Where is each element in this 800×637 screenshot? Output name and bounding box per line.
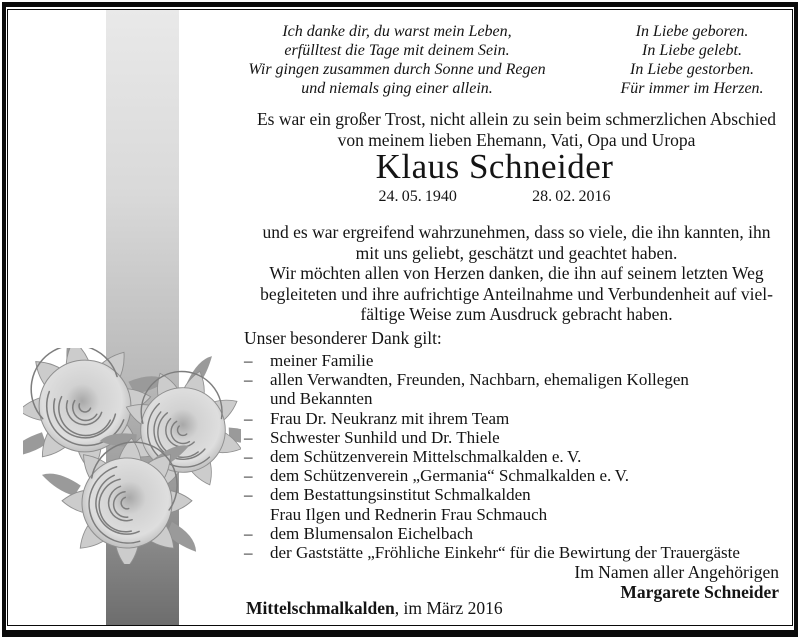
thanks-item: [244, 524, 789, 543]
roses-image: [23, 348, 241, 564]
text-line: Frau Ilgen und Rednerin Frau Schmauch: [270, 504, 548, 524]
thanks-item: [244, 351, 789, 370]
text-line: dem Bestattungsinstitut Schmalkalden: [270, 485, 531, 505]
text-line: fältige Weise zum Ausdruck gebracht haben.: [360, 304, 673, 324]
thanks-item-text: [270, 524, 789, 543]
text-line: allen Verwandten, Freunden, Nachbarn, ehemaligen Kollegen: [270, 370, 689, 390]
birth-date: 24. 05. 1940: [378, 188, 457, 205]
text-line: dem Blumensalon Eichelbach: [270, 523, 473, 543]
main-column: [244, 10, 789, 625]
list-dash: –: [244, 543, 253, 563]
text-line: Schwester Sunhild und Dr. Thiele: [270, 427, 500, 447]
text-line: In Liebe geboren.: [635, 23, 749, 40]
death-date: 28. 02. 2016: [532, 188, 611, 205]
text-line: Es war ein großer Trost, nicht allein zu sein beim schmerzlichen Abschied: [256, 109, 777, 129]
thanks-item: [244, 485, 789, 523]
thanks-list: [244, 351, 789, 562]
thanks-heading: Unser besonderer Dank gilt:: [244, 328, 442, 348]
text-line: In Liebe gestorben.: [630, 61, 754, 78]
life-dates: [379, 188, 611, 206]
list-dash: –: [244, 370, 253, 390]
text-line: Frau Dr. Neukranz mit ihrem Team: [270, 408, 510, 428]
thanks-item-text: [270, 466, 789, 485]
text-line: Wir gingen zusammen durch Sonne und Regen: [248, 61, 546, 78]
text-line: von meinem lieben Ehemann, Vati, Opa und Uropa: [337, 129, 696, 150]
text-line: Wir möchten allen von Herzen danken, die ihn auf seinem letzten Weg: [269, 263, 764, 283]
list-dash: –: [244, 466, 253, 486]
list-dash: –: [244, 351, 253, 370]
text-line: und Bekannten: [270, 389, 373, 409]
text-line: und es war ergreifend wahrzunehmen, dass so viele, die ihn kannten, ihn: [262, 222, 771, 242]
text-line: erfülltest die Tage mit deinem Sein.: [284, 42, 510, 59]
thanks-item: [244, 543, 789, 562]
thanks-item-text: [270, 485, 789, 523]
list-dash: –: [244, 427, 253, 447]
text-line: Für immer im Herzen.: [620, 80, 764, 97]
thanks-item-text: [270, 428, 789, 447]
thanks-item: [244, 370, 789, 408]
thanks-item-text: [270, 447, 789, 466]
text-line: und niemals ging einer allein.: [301, 80, 493, 97]
closing-block: [244, 563, 789, 602]
closing-attribution: Im Namen aller Angehörigen: [574, 562, 779, 582]
content-area: [9, 10, 791, 625]
list-dash: –: [244, 408, 253, 428]
text-line: dem Schützenverein „Germania“ Schmalkalden e. V.: [270, 466, 630, 486]
place-date-line: [246, 598, 503, 618]
thanks-item: [244, 447, 789, 466]
text-line: der Gaststätte „Fröhliche Einkehr“ für die Bewirtung der Trauergäste: [270, 543, 740, 563]
text-line: In Liebe gelebt.: [642, 42, 742, 59]
name-block: [222, 147, 767, 206]
text-line: meiner Familie: [270, 351, 374, 370]
text-line: Ich danke dir, du warst mein Leben,: [282, 23, 512, 40]
list-dash: –: [244, 485, 253, 505]
text-line: mit uns geliebt, geschätzt und geachtet haben.: [355, 242, 678, 263]
text-line: begleiteten und ihre aufrichtige Anteilnahme und Verbundenheit auf viel-: [260, 283, 773, 304]
intro-text: [244, 109, 789, 150]
list-dash: –: [244, 523, 253, 543]
thanks-item-text: [270, 409, 789, 428]
thanks-item: [244, 428, 789, 447]
list-dash: –: [244, 447, 253, 467]
place-date-rest: , im März 2016: [394, 598, 503, 618]
deceased-name: Klaus Schneider: [375, 147, 614, 186]
thanks-item: [244, 466, 789, 485]
text-line: dem Schützenverein Mittelschmalkalden e. V.: [270, 447, 582, 467]
memorial-paragraph: [244, 222, 789, 325]
place-name: Mittelschmalkalden: [246, 598, 395, 618]
thanks-item-text: [270, 370, 789, 408]
thanks-item: [244, 409, 789, 428]
closing-name: Margarete Schneider: [620, 581, 779, 602]
thanks-item-text: [270, 543, 789, 562]
thanks-item-text: [270, 351, 789, 370]
